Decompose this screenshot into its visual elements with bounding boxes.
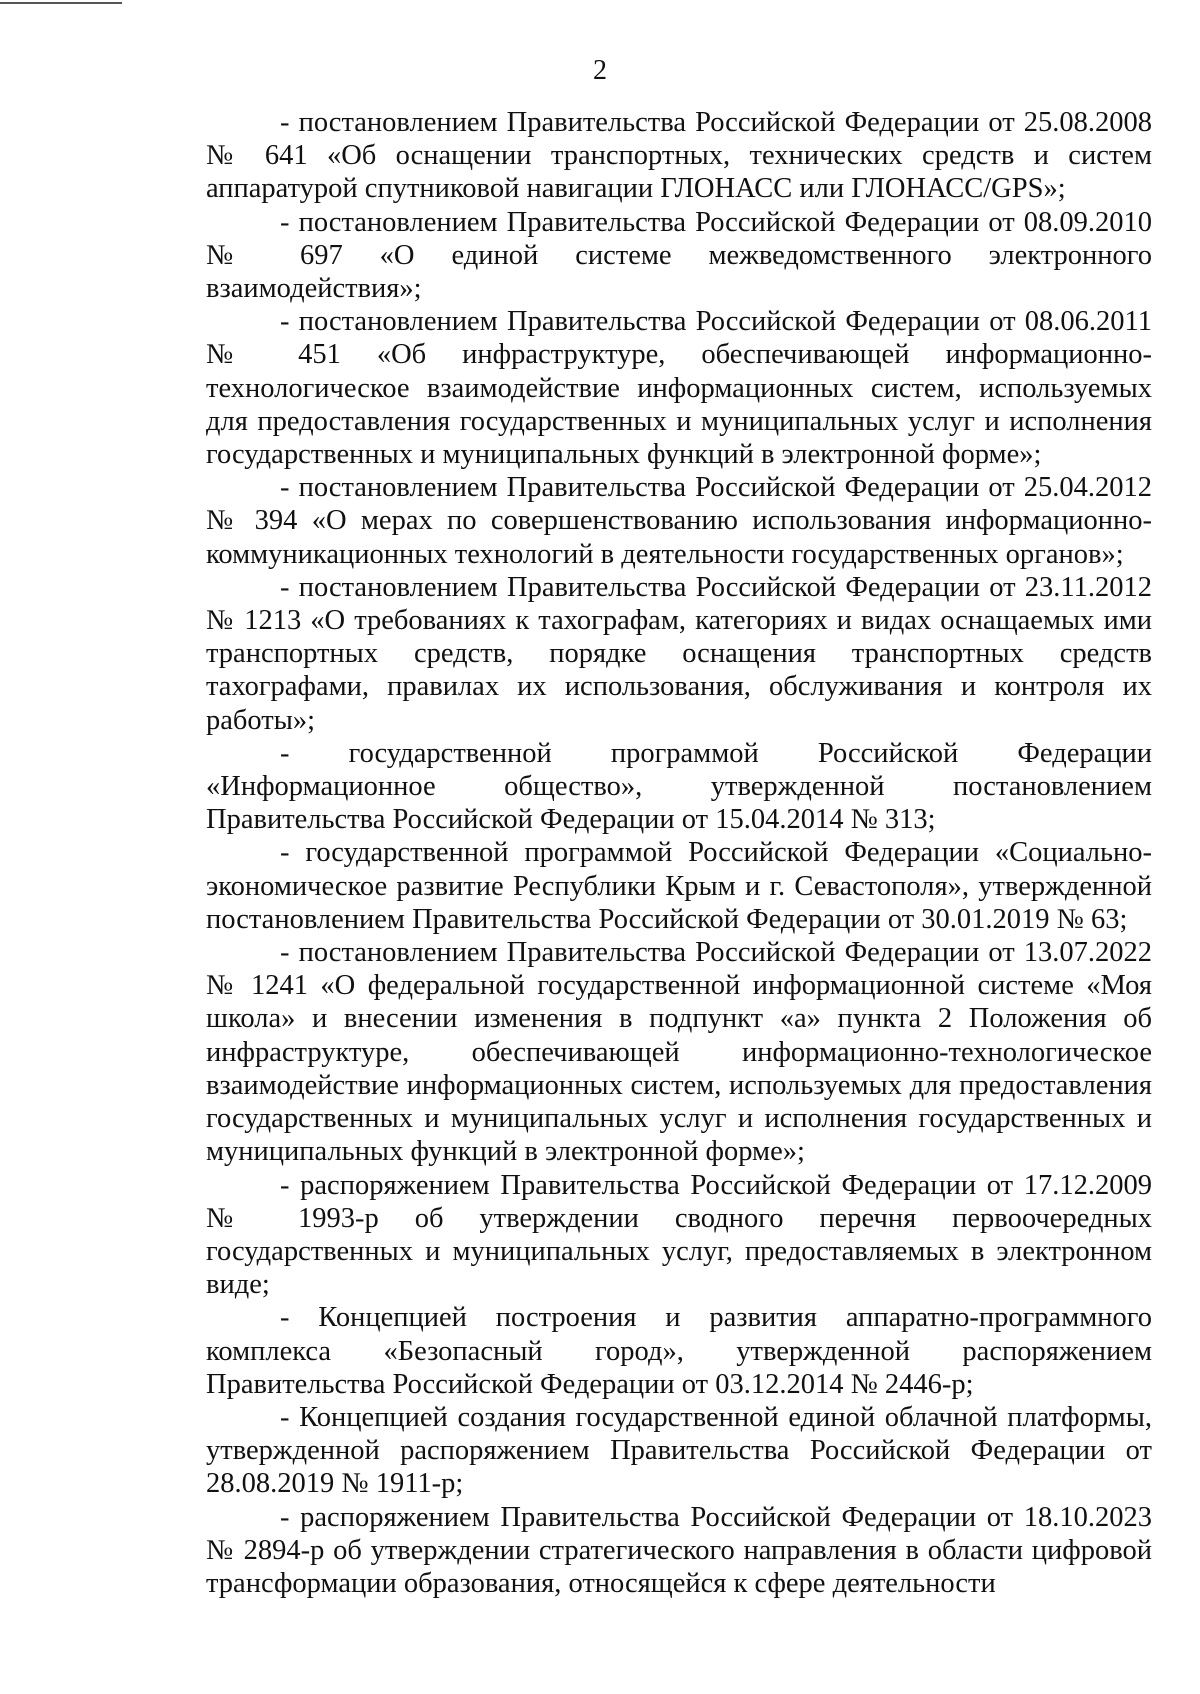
list-item: - постановлением Правительства Российской Федерации от 23.11.2012 № 1213 «О требованиях к тахографам, категориях и видах оснащаемых ими транспортных средств, порядке оснащения транспортных средств тахографами, правилах их использования, обслуживания и контроля их работы»; <box>206 571 1152 736</box>
document-body <box>206 106 1152 1600</box>
list-item: - государственной программой Российской Федерации «Информационное общество», утвержденной постановлением Правительства Российской Федерации от 15.04.2014 № 313; <box>206 737 1152 836</box>
list-item: - Концепцией создания государственной единой облачной платформы, утвержденной распоряжением Правительства Российской Федерации от 28.08.2019 № 1911-р; <box>206 1401 1152 1500</box>
list-item: - постановлением Правительства Российской Федерации от 25.08.2008 № 641 «Об оснащении транспортных, технических средств и систем аппаратурой спутниковой навигации ГЛОНАСС или ГЛОНАСС/GPS»; <box>206 107 1152 205</box>
list-item: - распоряжением Правительства Российской Федерации от 17.12.2009 № 1993-р об утверждении сводного перечня первоочередных государственных и муниципальных услуг, предоставляемых в электронном виде; <box>206 1169 1152 1301</box>
scan-edge-mark <box>0 2 122 4</box>
list-item: - постановлением Правительства Российской Федерации от 25.04.2012 № 394 «О мерах по совершенствованию использования информационно-коммуникационных технологий в деятельности государственных органов»; <box>206 472 1152 570</box>
list-item: - Концепцией построения и развития аппаратно-программного комплекса «Безопасный город», утвержденной распоряжением Правительства Российской Федерации от 03.12.2014 № 2446-р; <box>206 1302 1152 1400</box>
list-item: - постановлением Правительства Российской Федерации от 08.06.2011 № 451 «Об инфраструктуре, обеспечивающей информационно-технологическое взаимодействие информационных систем, используемых для предоставления государственных и муниципальных услуг и исполнения государственных и муниципальных функций в электронной форме»; <box>206 306 1152 471</box>
list-item: - постановлением Правительства Российской Федерации от 08.09.2010 № 697 «О единой системе межведомственного электронного взаимодействия»; <box>206 206 1152 305</box>
list-item: - распоряжением Правительства Российской Федерации от 18.10.2023 № 2894-р об утверждении стратегического направления в области цифровой трансформации образования, относящейся к сфере деятельности <box>206 1501 1152 1599</box>
page-number: 2 <box>593 55 607 86</box>
list-item: - постановлением Правительства Российской Федерации от 13.07.2022 № 1241 «О федеральной государственной информационной системе «Моя школа» и внесении изменения в подпункт «а» пункта 2 Положения об инфраструктуре, обеспечивающей информационно-технологическое взаимодействие информационных систем, используемых для предоставления государственных и муниципальных услуг и исполнения государственных и муниципальных функций в электронной форме»; <box>206 937 1152 1168</box>
list-item: - государственной программой Российской Федерации «Социально-экономическое развитие Республики Крым и г. Севастополя», утвержденной постановлением Правительства Российской Федерации от 30.01.2019 № 63; <box>206 837 1152 935</box>
